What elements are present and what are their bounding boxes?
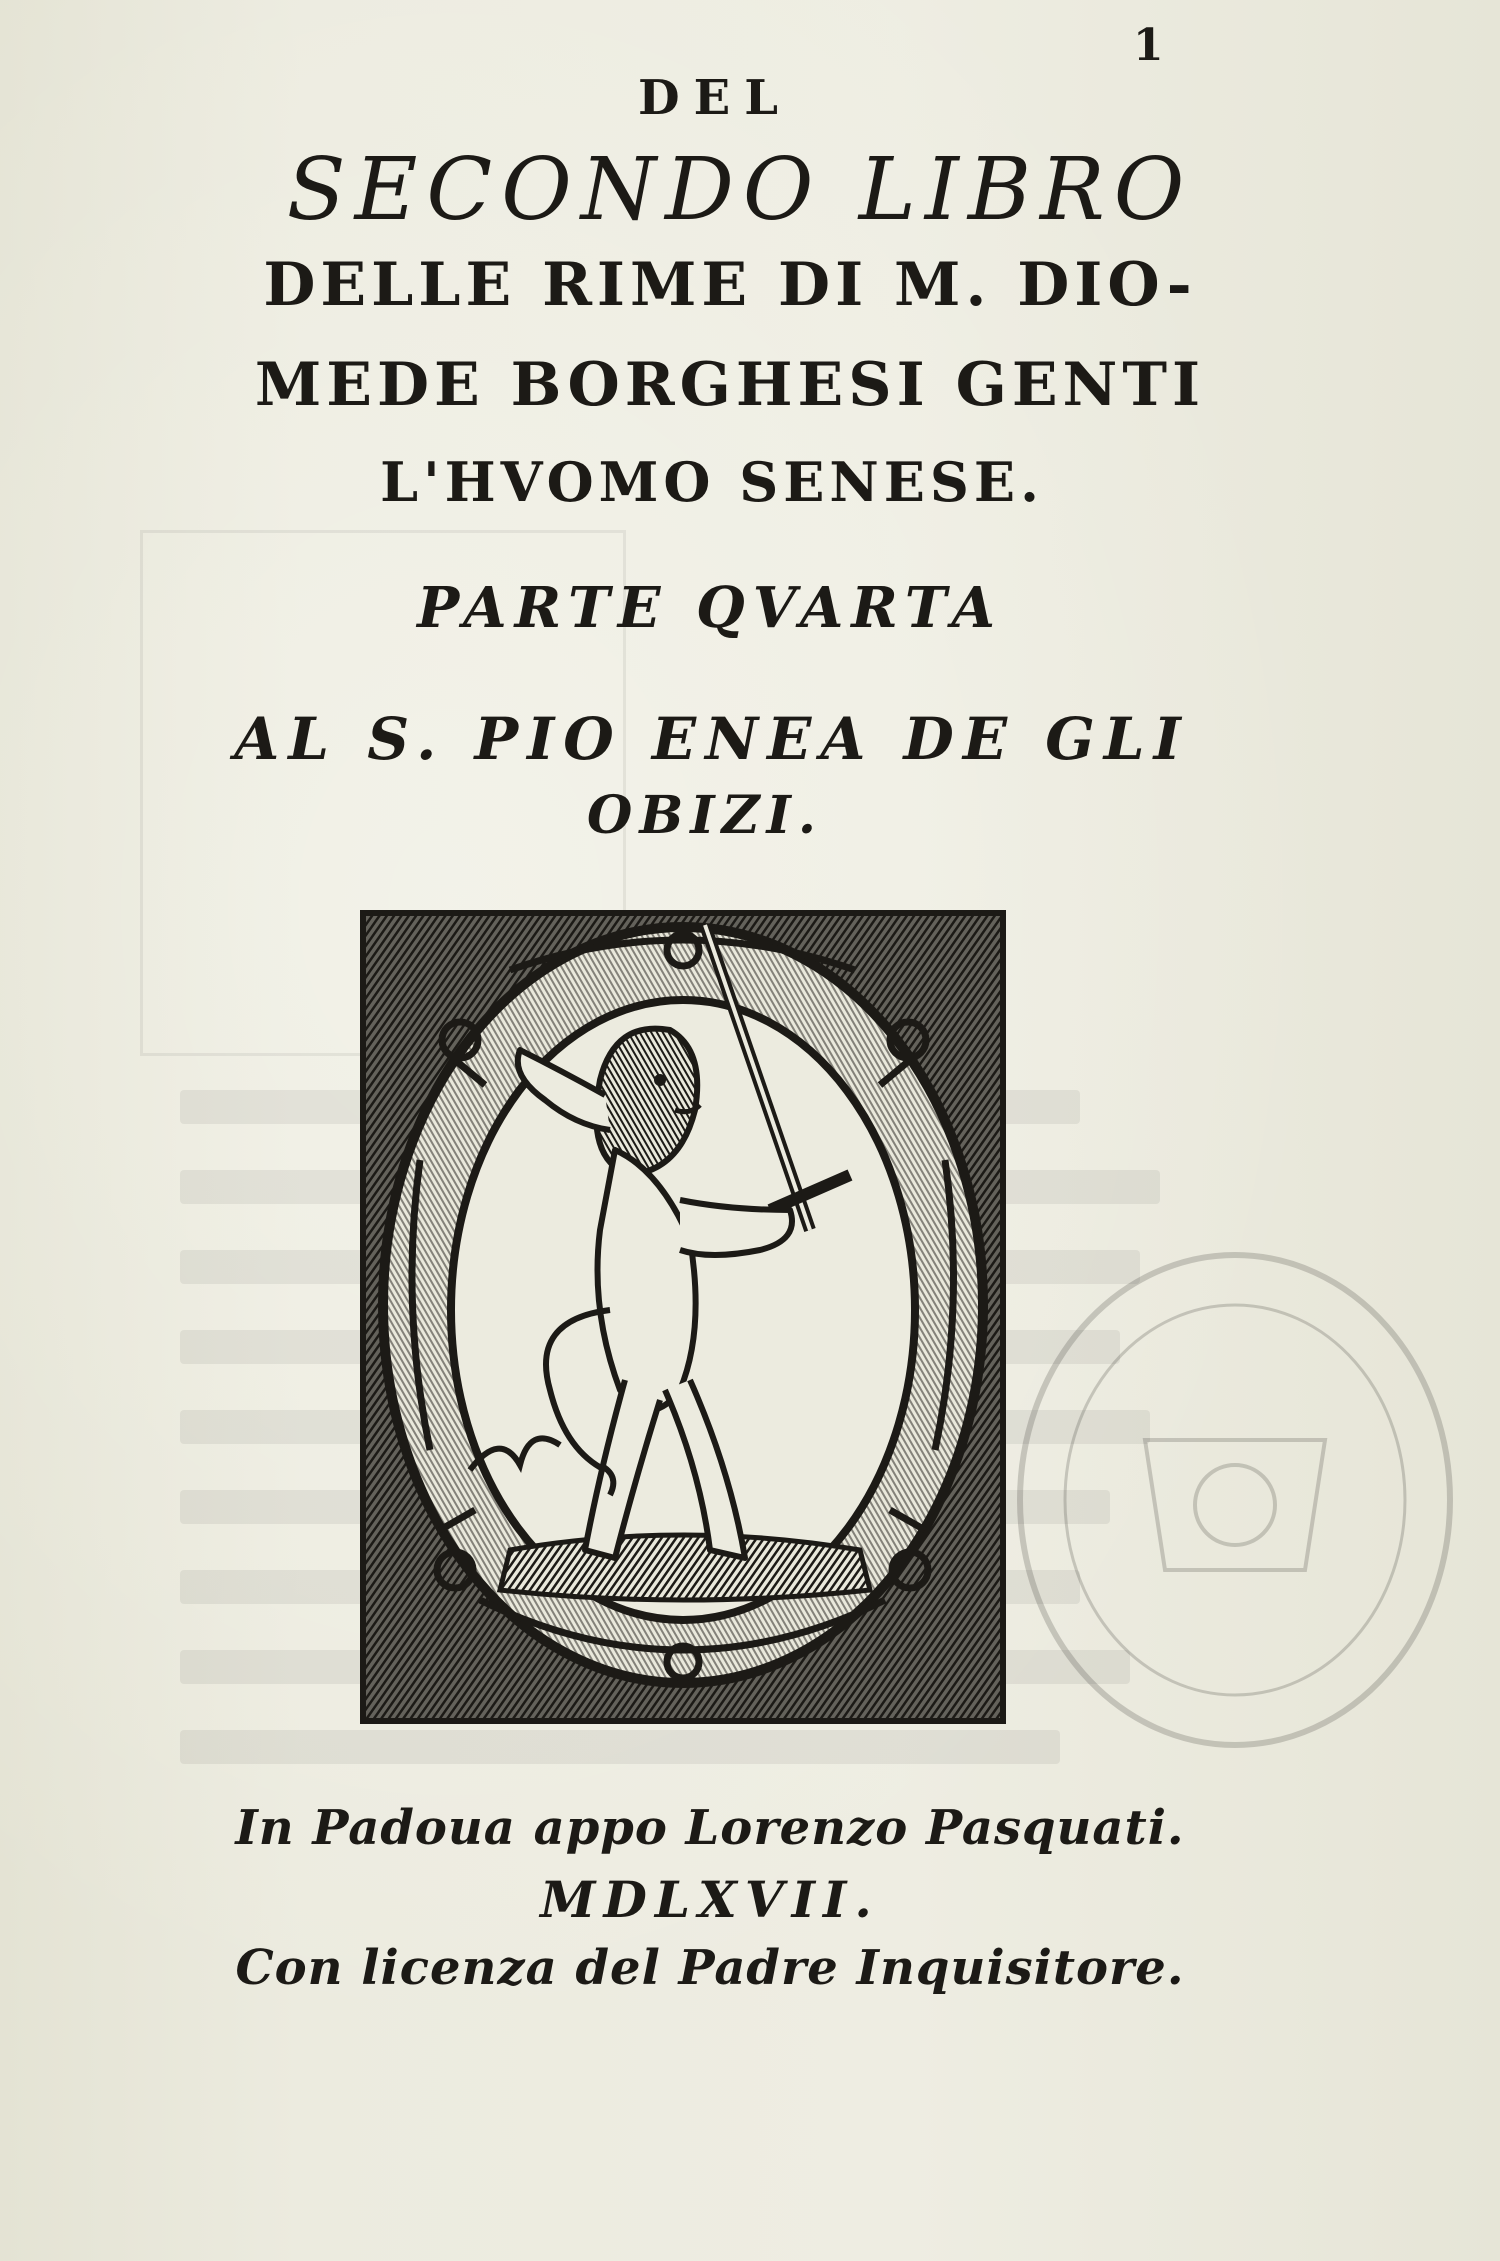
title-line-2: SECONDO LIBRO xyxy=(286,140,1194,240)
title-line-4: MEDE BORGHESI GENTI xyxy=(254,350,1206,420)
library-stamp xyxy=(1005,1240,1465,1760)
signature-mark: 1 xyxy=(1133,20,1164,71)
part-heading: PARTE QVARTA xyxy=(417,575,1003,641)
lion-with-sword-device xyxy=(360,910,1006,1724)
imprint-year: MDLXVII. xyxy=(540,1870,880,1929)
title-line-3: DELLE RIME DI M. DIO- xyxy=(263,250,1197,320)
title-line-5: L'HVOMO SENESE. xyxy=(380,450,1044,514)
licence-line: Con licenza del Padre Inquisitore. xyxy=(235,1940,1185,1996)
title-line-1: DEL xyxy=(638,70,792,126)
dedication-line-1: AL S. PIO ENEA DE GLI xyxy=(234,705,1190,773)
imprint-line: In Padoua appo Lorenzo Pasquati. xyxy=(235,1800,1185,1856)
dedication-line-2: OBIZI. xyxy=(587,785,823,846)
